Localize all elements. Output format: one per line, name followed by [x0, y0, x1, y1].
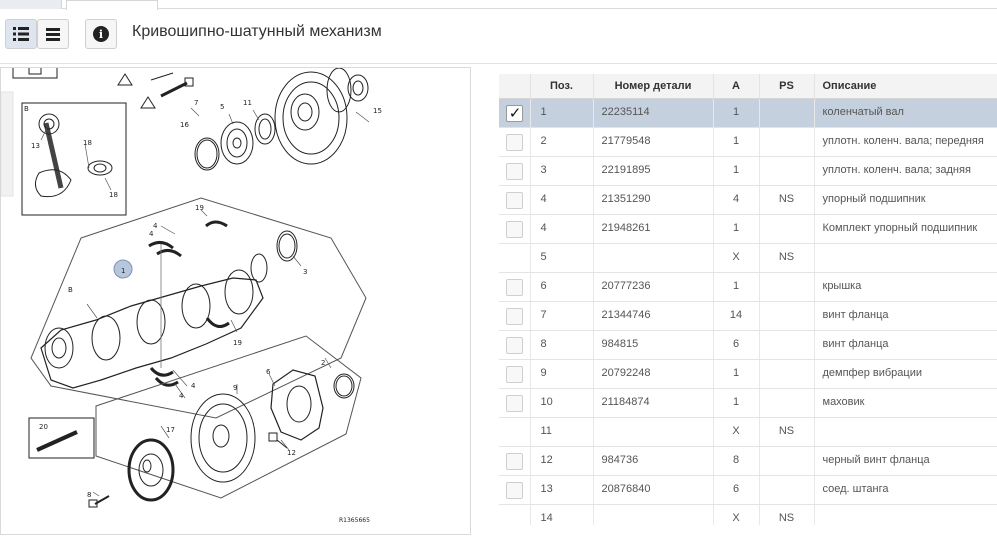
cell-part-number: 21344746 — [593, 301, 713, 330]
cell-pos: 5 — [530, 243, 593, 272]
cell-part-number: 21948261 — [593, 214, 713, 243]
cell-ps: NS — [759, 417, 814, 446]
svg-text:6: 6 — [266, 368, 271, 376]
info-icon: i — [93, 26, 109, 42]
cell-ps — [759, 214, 814, 243]
row-checkbox[interactable] — [506, 366, 523, 383]
svg-text:13: 13 — [31, 142, 40, 150]
header-description[interactable]: Описание — [814, 74, 997, 98]
cell-part-number: 21184874 — [593, 388, 713, 417]
cell-part-number: 21779548 — [593, 127, 713, 156]
diagram-callouts — [24, 99, 382, 524]
row-checkbox[interactable] — [506, 221, 523, 238]
cell-pos: 2 — [530, 127, 593, 156]
cell-description: винт фланца — [814, 330, 997, 359]
cell-a: 1 — [713, 272, 759, 301]
cell-a: X — [713, 243, 759, 272]
header-divider — [0, 63, 997, 64]
cell-part-number: 984815 — [593, 330, 713, 359]
tab-strip — [0, 0, 997, 9]
table-row[interactable] — [499, 214, 997, 243]
row-select-cell — [499, 475, 530, 504]
row-select-cell — [499, 243, 530, 272]
info-button[interactable] — [85, 19, 117, 49]
cell-a: 4 — [713, 185, 759, 214]
header-ps[interactable]: PS — [759, 74, 814, 98]
svg-text:1: 1 — [121, 267, 126, 275]
table-row[interactable] — [499, 388, 997, 417]
svg-text:19: 19 — [195, 204, 204, 212]
svg-text:7: 7 — [194, 99, 199, 107]
svg-text:5: 5 — [220, 103, 225, 111]
cell-part-number: 20792248 — [593, 359, 713, 388]
table-row[interactable] — [499, 272, 997, 301]
toolbar — [0, 14, 997, 52]
cell-a: 1 — [713, 127, 759, 156]
cell-part-number: 20876840 — [593, 475, 713, 504]
cell-ps — [759, 156, 814, 185]
tab-active[interactable] — [66, 0, 158, 10]
svg-text:18: 18 — [109, 191, 118, 199]
list-view-button[interactable] — [5, 19, 37, 49]
parts-table-container — [499, 74, 997, 525]
svg-text:11: 11 — [243, 99, 252, 107]
cell-ps: NS — [759, 504, 814, 525]
row-select-cell — [499, 417, 530, 446]
table-header-row — [499, 74, 997, 98]
row-select-cell — [499, 272, 530, 301]
row-checkbox[interactable] — [506, 105, 523, 122]
svg-text:8: 8 — [87, 491, 92, 499]
cell-part-number — [593, 417, 713, 446]
row-select-cell — [499, 98, 530, 127]
table-row[interactable] — [499, 156, 997, 185]
cell-part-number — [593, 504, 713, 525]
table-row[interactable] — [499, 330, 997, 359]
cell-pos: 10 — [530, 388, 593, 417]
row-checkbox[interactable] — [506, 279, 523, 296]
row-select-cell — [499, 301, 530, 330]
row-select-cell — [499, 330, 530, 359]
parts-table — [499, 74, 997, 525]
cell-description: Комплект упорный подшипник — [814, 214, 997, 243]
table-row[interactable] — [499, 504, 997, 525]
header-pos[interactable]: Поз. — [530, 74, 593, 98]
cell-description: уплотн. коленч. вала; задняя — [814, 156, 997, 185]
cell-part-number: 20777236 — [593, 272, 713, 301]
header-part-number[interactable]: Номер детали — [593, 74, 713, 98]
row-checkbox[interactable] — [506, 192, 523, 209]
svg-text:15: 15 — [373, 107, 382, 115]
row-checkbox[interactable] — [506, 453, 523, 470]
cell-pos: 7 — [530, 301, 593, 330]
table-row[interactable] — [499, 475, 997, 504]
page-title: Кривошипно-шатунный механизм — [132, 23, 382, 40]
cell-a: 14 — [713, 301, 759, 330]
row-select-cell — [499, 388, 530, 417]
cell-ps — [759, 475, 814, 504]
svg-text:2: 2 — [321, 359, 326, 367]
svg-text:4: 4 — [191, 382, 196, 390]
svg-text:16: 16 — [180, 121, 189, 129]
cell-pos: 1 — [530, 98, 593, 127]
cell-a: 1 — [713, 359, 759, 388]
cell-description: упорный подшипник — [814, 185, 997, 214]
cell-pos: 14 — [530, 504, 593, 525]
hamburger-icon — [46, 28, 60, 41]
svg-text:18: 18 — [83, 139, 92, 147]
table-row[interactable] — [499, 417, 997, 446]
cell-description: крышка — [814, 272, 997, 301]
table-row[interactable] — [499, 446, 997, 475]
svg-text:19: 19 — [233, 339, 242, 347]
cell-part-number: 21351290 — [593, 185, 713, 214]
cell-ps — [759, 446, 814, 475]
row-select-cell — [499, 127, 530, 156]
table-row[interactable] — [499, 185, 997, 214]
svg-text:4: 4 — [179, 392, 184, 400]
row-checkbox[interactable] — [506, 134, 523, 151]
row-select-cell — [499, 185, 530, 214]
cell-pos: 3 — [530, 156, 593, 185]
cell-pos: 11 — [530, 417, 593, 446]
row-select-cell — [499, 446, 530, 475]
table-row[interactable] — [499, 243, 997, 272]
svg-text:20: 20 — [39, 423, 48, 431]
cell-description: черный винт фланца — [814, 446, 997, 475]
cell-description — [814, 504, 997, 525]
row-checkbox[interactable] — [506, 308, 523, 325]
cell-a: X — [713, 417, 759, 446]
cell-description: уплотн. коленч. вала; передняя — [814, 127, 997, 156]
svg-text:17: 17 — [166, 426, 175, 434]
cell-part-number: 22235114 — [593, 98, 713, 127]
svg-text:B: B — [68, 286, 73, 294]
cell-ps — [759, 127, 814, 156]
table-row[interactable] — [499, 301, 997, 330]
cell-pos: 13 — [530, 475, 593, 504]
cell-ps — [759, 98, 814, 127]
cell-ps: NS — [759, 185, 814, 214]
cell-ps — [759, 330, 814, 359]
svg-text:3: 3 — [303, 268, 308, 276]
parts-diagram-drawing — [1, 68, 471, 535]
parts-diagram[interactable] — [0, 67, 471, 535]
cell-a: X — [713, 504, 759, 525]
table-row[interactable] — [499, 127, 997, 156]
svg-text:4: 4 — [149, 230, 154, 238]
row-select-cell — [499, 214, 530, 243]
table-body — [499, 98, 997, 525]
cell-ps: NS — [759, 243, 814, 272]
cell-a: 6 — [713, 475, 759, 504]
svg-text:B: B — [24, 105, 29, 113]
cell-pos: 6 — [530, 272, 593, 301]
cell-description — [814, 417, 997, 446]
svg-text:4: 4 — [153, 222, 158, 230]
row-select-cell — [499, 156, 530, 185]
cell-description: коленчатый вал — [814, 98, 997, 127]
cell-part-number — [593, 243, 713, 272]
row-checkbox[interactable] — [506, 337, 523, 354]
cell-description: винт фланца — [814, 301, 997, 330]
menu-button[interactable] — [37, 19, 69, 49]
row-checkbox[interactable] — [506, 482, 523, 499]
cell-pos: 4 — [530, 214, 593, 243]
cell-a: 8 — [713, 446, 759, 475]
cell-ps — [759, 272, 814, 301]
cell-description — [814, 243, 997, 272]
header-a[interactable]: A — [713, 74, 759, 98]
row-checkbox[interactable] — [506, 395, 523, 412]
cell-ps — [759, 359, 814, 388]
cell-part-number: 22191895 — [593, 156, 713, 185]
cell-a: 6 — [713, 330, 759, 359]
row-select-cell — [499, 359, 530, 388]
cell-ps — [759, 388, 814, 417]
cell-description: демпфер вибрации — [814, 359, 997, 388]
cell-pos: 12 — [530, 446, 593, 475]
row-select-cell — [499, 504, 530, 525]
row-checkbox[interactable] — [506, 163, 523, 180]
cell-part-number: 984736 — [593, 446, 713, 475]
tab-inactive[interactable] — [0, 0, 62, 9]
cell-a: 1 — [713, 388, 759, 417]
header-select — [499, 74, 530, 98]
table-row[interactable] — [499, 98, 997, 127]
svg-text:R1365665: R1365665 — [339, 517, 370, 524]
cell-pos: 8 — [530, 330, 593, 359]
cell-pos: 4 — [530, 185, 593, 214]
cell-description: соед. штанга — [814, 475, 997, 504]
cell-pos: 9 — [530, 359, 593, 388]
list-detail-icon — [13, 27, 29, 41]
svg-text:12: 12 — [287, 449, 296, 457]
cell-a: 1 — [713, 98, 759, 127]
table-row[interactable] — [499, 359, 997, 388]
cell-a: 1 — [713, 214, 759, 243]
cell-a: 1 — [713, 156, 759, 185]
cell-ps — [759, 301, 814, 330]
svg-text:9: 9 — [233, 384, 238, 392]
cell-description: маховик — [814, 388, 997, 417]
